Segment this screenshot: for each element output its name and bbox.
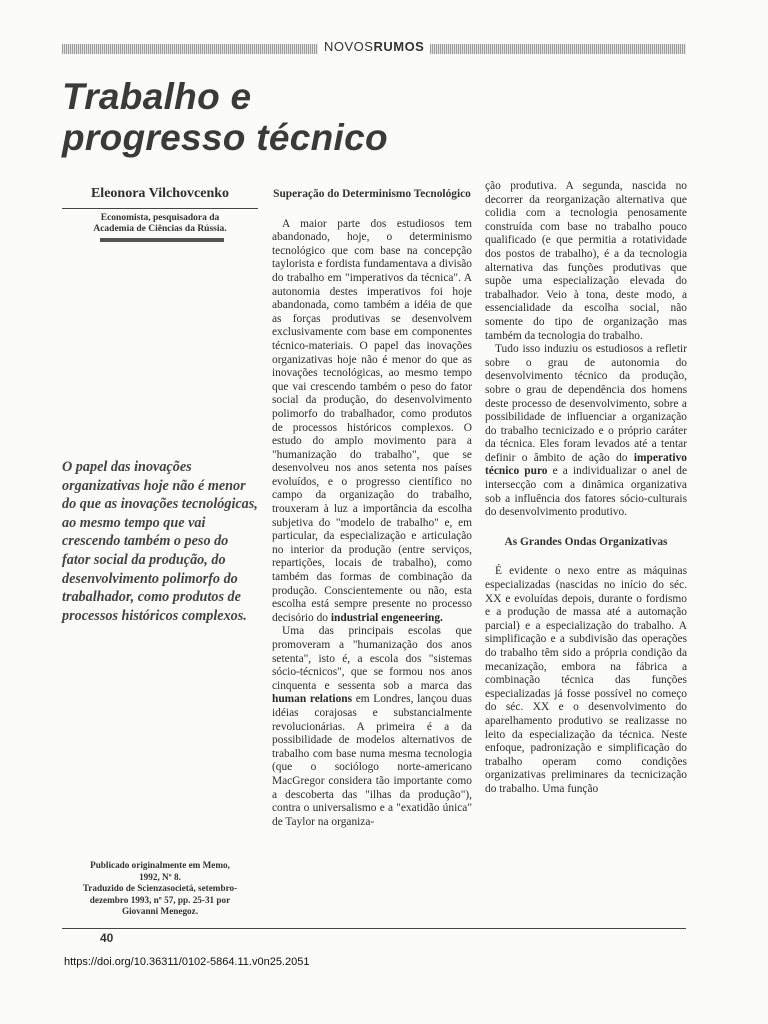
article-title	[62, 76, 502, 158]
author-affiliation: Economista, pesquisadora da Academia de Ciências da Rússia.	[93, 213, 227, 234]
section-heading-determinismo: Superação do Determinismo Tecnológico	[273, 188, 471, 200]
doi-link[interactable]: https://doi.org/10.36311/0102-5864.11.v0n25.2051	[64, 956, 310, 968]
page-number: 40	[100, 931, 114, 945]
paragraph: Tudo isso induziu os estudiosos a refletir sobre o grau de autonomia do desenvolvimento técnico da produção, sobre o grau de dependência dos homens deste processo de desenvolvimento, sobre a possibilidade de influenciar a organização do trabalho tecnicizado e o próprio caráter da técnica. Eles foram levados até a tentar definir o âmbito de ação do imperativo técnico puro e a individualizar o anel de intersecção com a dinâmica organizativa sob a influência dos fatores sócio-culturais do desenvolvimento produtivo.	[485, 343, 688, 519]
paragraph: ção produtiva. A segunda, nascida no decorrer da reorganização alternativa que colidia com a tecnologia penosamente construída com base no trabalho pouco qualificado (e que permitia a rotatividade dos postos de trabalho), é a da tecnologia alternativa das funções produtivas que supõe uma especialização elevada do trabalhador. Veio à tona, deste modo, a essencialidade da escolha social, não somente do tipo de organização mas também da tecnologia do trabalho.	[485, 180, 687, 342]
paragraph: É evidente o nexo entre as máquinas especializadas (nascidas no início do séc. XX e evoluídas depois, durante o fordismo e a produção de massa até a automação parcial) e a especialização do trabalho. A simplificação e a subdivisão das operações do trabalho têm sido a própria condição da mecanização, embora na fábrica a combinação técnica das funções especializadas já fosse possível no começo do séc. XX e o desenvolvimento do aparelhamento produtivo se realizasse no leito da especialização da técnica. Neste enfoque, padronização e simplificação do trabalho operam como condições organizativas preliminares da tecnicização do trabalho. Uma função	[485, 565, 687, 795]
author-divider	[62, 208, 258, 209]
footer-divider	[62, 928, 686, 929]
paragraph: Uma das principais escolas que promoveram a "humanização dos anos setenta", isto é, a escola dos "sistemas sócio-técnicos", que se formou nos anos cinquenta e sessenta sob a marca das human relations em Londres, lançou duas idéias corajosas e substancialmente revolucionárias. A primeira é a da possibilidade de modelos alternativos de trabalho com base numa mesma tecnologia (que o sociólogo norte-americano MacGregor considera tão importante como a descoberta das "ilhas da produção"), contra o universalismo e a "exatidão única" de Taylor na organiza-	[272, 625, 472, 828]
magazine-header: NOVOSRUMOS	[318, 38, 430, 56]
body-column-1	[272, 188, 472, 829]
publication-note: Publicado originalmente em Memo, 1992, Nº 8. Traduzido de Scienzasocietá, setembro- dezembro 1993, nº 57, pp. 25-31 por Giovanni Menegoz.	[82, 860, 238, 916]
body-column-2	[485, 180, 687, 797]
section-heading-grandes-ondas: As Grandes Ondas Organizativas	[504, 535, 668, 548]
affiliation-divider	[100, 238, 224, 242]
title-line-2: progresso técnico	[62, 117, 388, 158]
title-line-1: Trabalho e	[62, 76, 252, 117]
paragraph: A maior parte dos estudiosos tem abandonado, hoje, o determinismo tecnológico que com base na concepção taylorista e fordista fundamentava a divisão do trabalho em "imperativos da técnica". A autonomia destes imperativos foi hoje abandonada, como também a idéia de que as forças produtivas se desenvolvem exclusivamente com base em componentes técnico-materiais. O papel das inovações organizativas hoje não é menor do que as inovações tecnológicas, ao mesmo tempo que vai crescendo também o peso do fator social da produção, do desenvolvimento polimorfo do trabalhador, como produtos de processos históricos complexos. O estudo do amplo movimento para a "humanização do trabalho", que se desenvolveu nos anos setenta nos países evoluídos, e o progresso científico no campo da organização do trabalho, trouxeram à luz a importância da escolha subjetiva do "modelo de trabalho" e, em particular, da especialização e articulação no interior da produção (entre serviços, repartições, locais de trabalho), como também das formas de combinação da produção. Conscientemente ou não, esta escolha está sempre presente no processo decisório do industrial engeneering.	[272, 217, 472, 624]
pull-quote: O papel das inovações organizativas hoje não é menor do que as inovações tecnológicas, ao mesmo tempo que vai crescendo também o peso do fator social da produção, do desenvolvimento polimorfo do trabalhador, como produtos de processos históricos complexos.	[62, 459, 258, 624]
author-name: Eleonora Vilchovcenko	[90, 186, 230, 201]
